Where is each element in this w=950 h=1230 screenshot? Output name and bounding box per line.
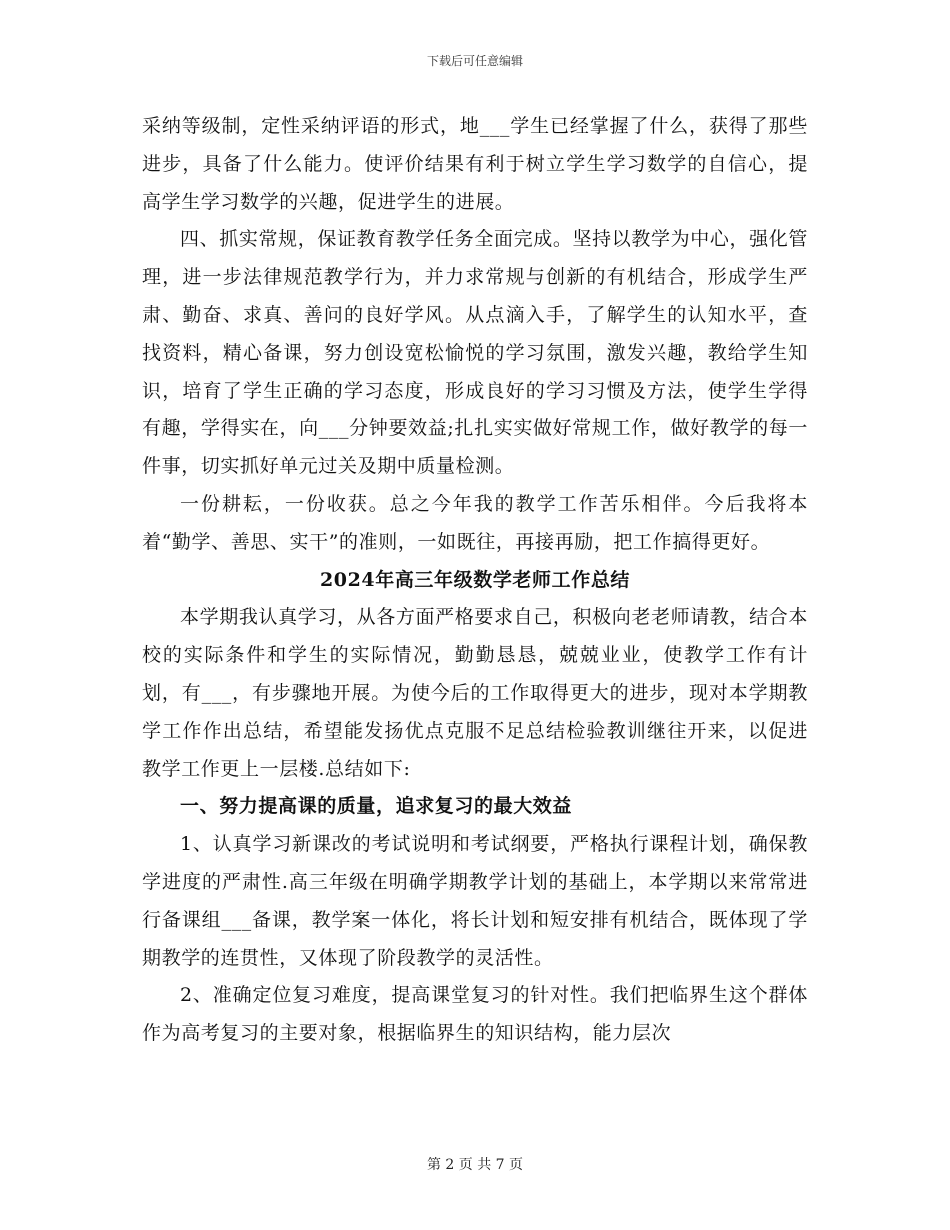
page-header: 下载后可任意编辑 bbox=[426, 54, 523, 68]
paragraph-item-1: 1、认真学习新课改的考试说明和考试纲要，严格执行课程计划，确保教学进度的严肃性.高三年级在明确学期教学计划的基础上，本学期以来常常进行备课组___备课，教学案一体化，将长计划和短安排有机结合，既体现了学期教学的连贯性，又体现了阶段教学的灵活性。 bbox=[142, 833, 808, 969]
paragraph-conclusion: 一份耕耘，一份收获。总之今年我的教学工作苦乐相伴。今后我将本着“勤学、善思、实干”的准则，一如既往，再接再励，把工作搞得更好。 bbox=[142, 492, 808, 553]
paragraph-routine: 四、抓实常规，保证教育教学任务全面完成。坚持以教学为中心，强化管理，进一步法律规范教学行为，并力求常规与创新的有机结合，形成学生严肃、勤奋、求真、善问的良好学风。从点滴入手，了解学生的认知水平，查找资料，精心备课，努力创设宽松愉悦的学习氛围，激发兴趣，教给学生知识，培育了学生正确的学习态度，形成良好的学习习惯及方法，使学生学得有趣，学得实在，向___分钟要效益;扎扎实实做好常规工作，做好教学的每一件事，切实抓好单元过关及期中质量检测。 bbox=[142, 228, 808, 478]
section-title: 2024年高三年级数学老师工作总结 bbox=[319, 568, 631, 591]
paragraph-item-2: 2、准确定位复习难度，提高课堂复习的针对性。我们把临界生这个群体作为高考复习的主要对象，根据临界生的知识结构，能力层次 bbox=[142, 984, 808, 1045]
subheading-quality: 一、努力提高课的质量，追求复习的最大效益 bbox=[180, 795, 573, 818]
paragraph-evaluation: 采纳等级制，定性采纳评语的形式，地___学生已经掌握了什么，获得了那些进步，具备了什么能力。使评价结果有利于树立学生学习数学的自信心，提高学生学习数学的兴趣，促进学生的进展。 bbox=[142, 115, 808, 213]
page-footer: 第 2 页 共 7 页 bbox=[426, 1157, 524, 1173]
paragraph-intro: 本学期我认真学习，从各方面严格要求自己，积极向老老师请教，结合本校的实际条件和学生的实际情况，勤勤恳恳，兢兢业业，使教学工作有计划，有___，有步骤地开展。为使今后的工作取得更大的进步，现对本学期教学工作作出总结，希望能发扬优点克服不足总结检验教训继往开来，以促进教学工作更上一层楼.总结如下: bbox=[142, 606, 808, 780]
document-body bbox=[142, 108, 808, 1053]
